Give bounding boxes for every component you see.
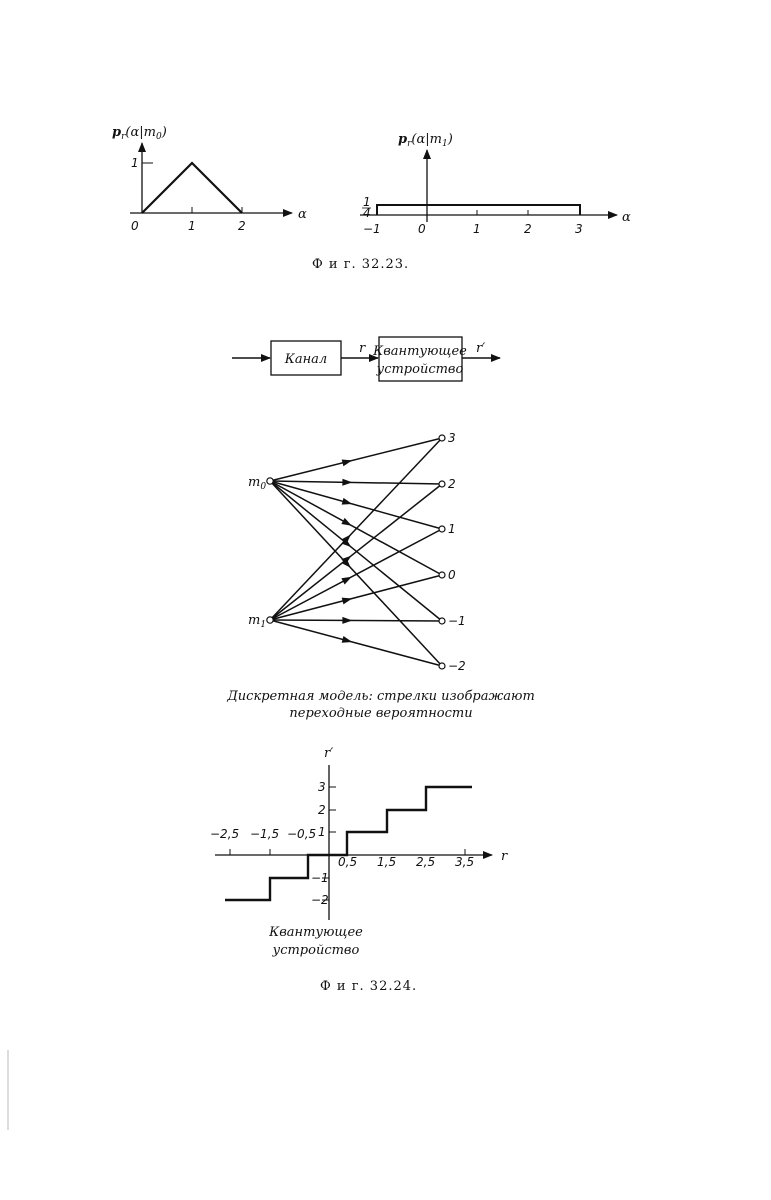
output-label-neg2: −2 [448,659,466,673]
edge-m1-to-0 [270,575,442,620]
output-label-3: 3 [448,431,456,445]
edge-arrowhead-m1-to-n2 [342,636,353,645]
discrete-model-caption-line2: переходные вероятности [289,706,473,721]
quantizer-xtick-label-2-5: 2,5 [416,855,436,869]
signal-r-label: r [359,341,366,356]
quantizer-label-line1: Квантующее [373,344,467,359]
right-plot-xtick-label-3: 3 [575,222,583,236]
edge-m0-to-n2 [270,481,442,666]
left-plot-xtick-label-0: 0 [131,219,139,233]
edge-arrowhead-m0-to-3 [342,457,353,466]
quantizer-plot-label-line2: устройство [272,943,360,958]
output-label-2: 2 [448,477,456,491]
quantizer-xtick-label-neg0-5: −0,5 [287,827,317,841]
node-m1-label: $m_1$ [248,613,267,630]
right-plot-xvar: α [622,210,631,225]
figure-caption-32-23: Ф и г. 32.23. [312,257,410,272]
quantizer-xtick-label-neg2-5: −2,5 [210,827,240,841]
plot-pr-m0 [112,125,307,233]
output-label-1: 1 [448,522,456,536]
edge-m1-to-n2 [270,620,442,666]
quantizer-plot-ylabel: r′ [324,746,334,761]
quantizer-staircase [225,787,475,900]
plot-pr-m1 [360,132,631,236]
node-out-neg1 [439,618,445,624]
node-m1 [267,617,273,623]
channel-label: Канал [284,352,328,367]
node-out-2 [439,481,445,487]
right-plot-xtick-label-0: 0 [418,222,426,236]
right-plot-xtick-label-1: 1 [473,222,481,236]
output-label-neg1: −1 [448,614,466,628]
quantizer-label-line2: устройство [376,362,464,377]
discrete-model-caption-line1: Дискретная модель: стрелки изображают [227,689,535,704]
quantizer-ytick-label-3: 3 [318,780,326,794]
quantizer-xtick-label-neg1-5: −1,5 [250,827,280,841]
right-plot-xtick-label-2: 2 [524,222,532,236]
left-plot-xvar: α [298,207,307,222]
quantizer-ytick-label-2: 2 [318,803,326,817]
edge-m1-to-n1 [270,620,442,621]
node-out-1 [439,526,445,532]
node-out-neg2 [439,663,445,669]
node-m0 [267,478,273,484]
quantizer-plot-label-line1: Квантующее [269,925,363,940]
left-plot-triangle-density [142,163,242,213]
quantizer-characteristic-plot [210,746,508,958]
edge-m1-to-3 [270,438,442,620]
right-plot-ylabel: $p_r(\alpha|m_1)$ [398,132,453,149]
right-plot-ytick-den: 4 [363,206,371,220]
edge-arrowhead-m1-to-n1 [342,617,352,624]
right-plot-uniform-density [377,205,580,215]
left-plot-xtick-label-2: 2 [238,219,246,233]
quantizer-ytick-label-1: 1 [318,825,326,839]
node-out-3 [439,435,445,441]
quantizer-ytick-label-neg2: −2 [311,893,329,907]
left-plot-xtick-label-1: 1 [188,219,196,233]
edge-arrowhead-m0-to-1 [342,498,354,507]
node-out-0 [439,572,445,578]
edge-arrowhead-m1-to-1 [341,574,353,585]
quantizer-xtick-label-1-5: 1,5 [377,855,397,869]
signal-r-prime-label: r′ [476,341,486,356]
block-diagram [232,337,500,381]
output-label-0: 0 [448,568,456,582]
discrete-model-graph [248,431,466,673]
quantizer-xtick-label-3-5: 3,5 [455,855,475,869]
edge-m0-to-2 [270,481,442,484]
left-plot-ylabel: $p_r(\alpha|m_0)$ [112,125,167,142]
edge-m1-to-1 [270,529,442,620]
edge-arrowhead-m1-to-0 [342,595,353,604]
edge-arrowhead-m0-to-0 [341,518,353,529]
quantizer-ytick-label-neg1: −1 [311,871,329,885]
quantizer-plot-xlabel: r [501,849,508,864]
left-plot-ytick-label: 1 [131,156,139,170]
node-m0-label: $m_0$ [248,475,267,492]
edge-arrowhead-m0-to-2 [342,479,352,486]
figure-caption-32-24: Ф и г. 32.24. [320,979,418,994]
edge-m0-to-3 [270,438,442,481]
right-plot-ytick-num: 1 [363,195,371,209]
quantizer-xtick-label-0-5: 0,5 [338,855,358,869]
right-plot-xtick-label-neg1: −1 [363,222,381,236]
